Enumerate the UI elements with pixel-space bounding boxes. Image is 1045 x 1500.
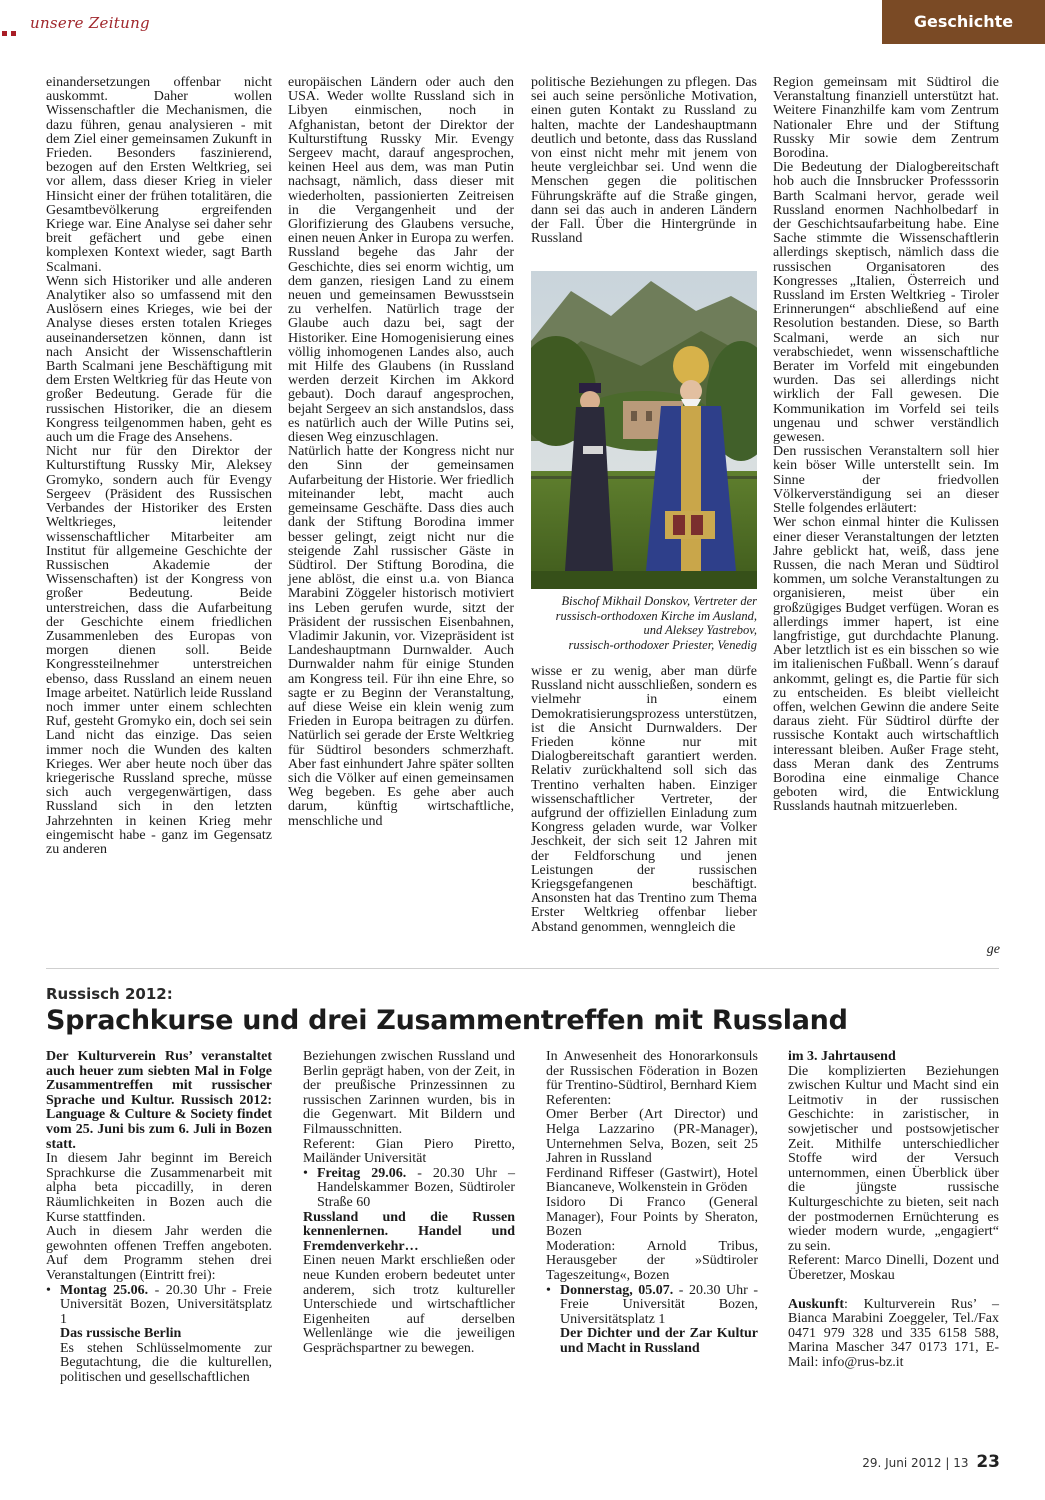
section-divider	[46, 968, 999, 969]
event-description: Einen neuen Markt erschließen oder neue Kunden erobern bedeutet unter anderem, sich trotz kultureller Unterschiede und wirtschaftlicher Eigenheiten auf derselben Wellenlänge wie die jeweiligen Gesprächspartner zu bewegen.	[303, 1253, 515, 1356]
referent: Referent: Gian Piero Piretto, Mailänder Universität	[303, 1136, 515, 1167]
caption-line: Bischof Mikhail Donskov, Vertreter der	[561, 594, 757, 608]
info-column-4	[788, 1050, 999, 1370]
contact-label: Auskunft	[788, 1296, 845, 1312]
caption-line: russisch-orthodoxen Kirche im Ausland,	[555, 608, 757, 623]
paragraph: Den russischen Veranstaltern soll hier kein böser Wille unterstellt sein. Im Sinne der friedvollen Völkerverständigung sei an dieser Stelle folgendes erläutert:	[773, 444, 999, 517]
paragraph: einandersetzungen offenbar nicht auskommt. Daher wollen Wissenschaftler die Mechanismen, die dazu führen, genau analysieren - mit dem Ziel einer gemeinsamen Zukunft in Frieden. Besonders faszinierend, bezogen auf den Ersten Weltkrieg, sei vor allem, dass dieser Krieg in vieler Hinsicht einer der frühen totalitären, die Gesamtbevölkerung ergreifenden Kriege war. Eine Analyse sei daher sehr breit gefächert und gebe einen komplexen Kontext wieder, sagt Barth Scalmani.	[46, 75, 272, 275]
article-column-3-bottom	[531, 665, 757, 935]
referenten-label: Referenten:	[546, 1092, 612, 1108]
photo-two-priests	[531, 271, 757, 589]
event-description: Die komplizierten Beziehungen zwischen Kultur und Macht sind ein Leitmotiv in der russischen Geschichte: in zaristischer, in sowjetischer und postsowjetischer Zeit. Mithilfe unterschiedlicher Stoffe wird der Versuch unternommen, einen Überblick über die jüngste russische Kulturgeschichte zu bieten, seit nach der postmodernen Ernüchterung es wieder modern wurde, „engagiert“ zu sein.	[788, 1063, 999, 1254]
page-number: 23	[976, 1452, 1000, 1472]
paragraph: Wenn sich Historiker und alle anderen Analytiker also so umfassend mit den Auslösern eines Krieges, wie bei der Analyse dieses ersten totalen Krieges auseinandersetzen können, dann ist nach Ansicht der Wissenschaftlerin Barth Scalmani jene Beschäftigung mit dem Ersten Weltkrieg für das Heute von großer Bedeutung. Gerade für die russischen Historiker, die an diesem Kongress teilgenommen haben, geht es auch um die Frage des Ansehens.	[46, 273, 272, 446]
event-description: Es stehen Schlüsselmomente zur Begutachtung, die die kulturellen, politischen und gesellschaftlichen	[60, 1340, 272, 1386]
author-signoff: ge	[986, 942, 1000, 957]
section-kicker: Russisch 2012:	[46, 985, 173, 1003]
paragraph: In Anwesenheit des Honorarkonsuls der Russischen Föderation in Bozen für Trentino-Südtirol, Bernhard Kiem	[546, 1049, 758, 1094]
paragraph: Beziehungen zwischen Russland und Berlin geprägt haben, von der Zeit, in der preußische Prinzessinnen zu russischen Zarinnen wurden, bis in die Gegenwart. Mit Bildern und Filmausschnitten.	[303, 1049, 515, 1137]
photo-caption	[531, 594, 757, 652]
issue-date: 29. Juni 2012 | 13	[862, 1456, 969, 1470]
paragraph: Nicht nur für den Direktor der Kulturstiftung Russky Mir, Aleksey Gromyko, sondern auch für Evengy Sergeev (Präsident des Russischen Verbandes der Historiker des Ersten Weltkrieges, leitender wissenschaftlicher Mitarbeiter am Institut für allgemeine Geschichte der Russischen Akademie der Wissenschaften) ist der Kongress von großer Bedeutung. Beide unterstreichen, dass die Aufarbeitung der Geschichte einem friedlichen Zusammenleben des Europas von morgen dienen soll. Beide Kongressteilnehmer unterstreichen ebenso, dass Russland an einem neuen Image arbeitet. Natürlich leide Russland noch immer unter einem schlechten Ruf, gesteht Gromyko ein, doch sei sein Land nicht das einzige. Das seien immer noch die Wunden des kalten Krieges. Wer aber heute noch über das kriegerische Russland spreche, müsse sich auch vergegenwärtigen, dass Russland sich in den letzten Jahrzehnten in keinen Krieg mehr eingemischt habe - ganz im Gegensatz zu anderen	[46, 444, 272, 857]
info-column-3	[546, 1050, 758, 1356]
event-date: Donnerstag, 05.07.	[560, 1282, 674, 1298]
event-item	[46, 1284, 272, 1328]
event-date: Montag 25.06.	[60, 1282, 149, 1298]
paragraph: Natürlich hatte der Kongress nicht nur den Sinn der gemeinsamen Aufarbeitung der Historie. Wer friedlich miteinander lebt, macht auch gemeinsame Geschäfte. Dass dies auch dank der Stiftung Borodina immer besser gelingt, zeigt nicht nur die steigende Zahl russischer Gäste in Südtirol. Der Stiftung Borodina, die jene ablöst, die einst u.a. von Bianca Marabini Zöggeler historisch motiviert ins Leben gerufen wurde, sitzt der Präsident der russischen Eisenbahnen, Vladimir Jakunin, vor. Vizepräsident ist Landeshauptmann Durnwalder. Auch Durnwalder nahm für einige Stunden am Kongress teil. Für ihn eine Ehre, so sagte er zu Beginn der Veranstaltung, auf diese Weise ein klein wenig zum Frieden in Europa beitragen zu dürfen. Natürlich sei gerade der Erste Weltkrieg für Südtirol besonders schmerzhaft. Aber fast einhundert Jahre später sollten sich die Völker auf einen gemeinsamen Weg begeben. Es gehe aber auch darum, künftig wirtschaftliche, menschliche und	[288, 444, 514, 829]
article-column-3-top	[531, 76, 757, 246]
paragraph: Region gemeinsam mit Südtirol die Veranstaltung finanziell unterstützt hat. Weitere Finanzhilfe kam vom Zentrum Nationaler Ehre und der Stiftung Russky Mir sowie dem Zentrum Borodina.	[773, 75, 999, 162]
referent: Omer Berber (Art Director) und Helga Lazzarino (PR-Manager), Unternehmen Selva, Bozen, seit 25 Jahren in Russland	[546, 1107, 758, 1167]
contact-text: : Kulturverein Rus’ – Bianca Marabini Zoeggeler, Tel./Fax 0471 979 328 und 335 6158 588, Marina Mascher 347 0173 171, E-Mail: info@rus-bz.it	[788, 1296, 999, 1370]
caption-line: russisch-orthodoxer Priester, Venedig	[568, 637, 757, 652]
caption-line: und Aleksey Yastrebov,	[643, 623, 757, 637]
event-item	[303, 1167, 515, 1211]
referent: Ferdinand Riffeser (Gastwirt), Hotel Biancaneve, Wolkenstein in Gröden	[546, 1165, 758, 1196]
event-details: - 20.30 Uhr – Handelskammer Bozen, Südtiroler Straße 60	[317, 1165, 516, 1210]
article-column-2	[288, 76, 514, 829]
lead-paragraph: Der Kulturverein Rus’ veranstaltet auch heuer zum siebten Mal in Folge Zusammentreffen mit russischer Sprache und Kultur. Russisch 2012: Language & Culture & Society findet vom 25. Juni bis zum 6. Juli in Bozen statt.	[46, 1049, 272, 1152]
event-details: - 20.30 Uhr - Freie Universität Bozen, Universitätsplatz 1	[560, 1282, 758, 1327]
contact-info	[788, 1298, 999, 1371]
paragraph: Die Bedeutung der Dialogbereitschaft hob auch die Innsbrucker Professsorin Barth Scalmani hervor, gerade weil Russland enormen Nachholbedarf in der Geschichtsaufarbeitung habe. Eine Sache stimmte die Wissenschaftlerin allerdings skeptisch, nämlich dass die russischen Organisatoren des Kongresses „Italien, Österreich und Russland im Ersten Weltkrieg - Tiroler Erinnerungen“ abschließend auf eine Resolution bestanden. Diese, so Barth Scalmani, werde an sich nur verabschiedet, wenn wissenschaftliche Berater im Vorfeld mit eingebunden wurden. Das sei allerdings nicht wirklich der Fall gewesen. Die Kommunikation im Vorfeld sei teils ungenau und schwer verständlich gewesen.	[773, 160, 999, 446]
moderation: Moderation: Arnold Tribus, Herausgeber der »Südtiroler Tageszeitung«, Bozen	[546, 1238, 758, 1283]
paragraph: Auch in diesem Jahr werden die gewohnten offenen Treffen angeboten. Auf dem Programm stehen drei Veranstaltungen (Eintritt frei):	[46, 1224, 272, 1283]
page-footer	[862, 1452, 1000, 1472]
section-headline: Sprachkurse und drei Zusammentreffen mit Russland	[46, 1005, 848, 1036]
article-column-4	[773, 76, 999, 815]
header-ornament	[2, 23, 20, 41]
bullet-icon: •	[46, 1282, 51, 1298]
paragraph: Wer schon einmal hinter die Kulissen einer dieser Veranstaltungen der letzten Jahre geblickt hat, weiß, dass jene Russen, die nach Meran und Südtirol kommen, um solche Veranstaltungen zu organisieren, meist über ein großzügiges Budget verfügen. Woran es allerdings immer hapert, ist eine langfristige, gut durchdachte Planung. Aber letztlich ist es ein bisschen so wie im italienischen Fußball. Wenn´s darauf ankommt, gelingt es, die Partie für sich zu entscheiden. Es bleibt vielleicht offen, welchen Gewinn die andere Seite daraus zieht. Für Südtirol dürfte der russische Kontakt auch wirtschaftlich interessant bleiben. Außer Frage steht, dass Meran dank des Zentrums Borodina eine einmalige Chance geboten wird, die Entwicklung Russlands hautnah mitzuerleben.	[773, 515, 999, 815]
paragraph: wisse er zu wenig, aber man dürfe Russland nicht ausschließen, sondern es vielmehr in einem Demokratisierungsprozess unterstützen, ist die Ansicht Durnwalders. Der Frieden könne nur mit Dialogbereitschaft garantiert werden. Relativ zurückhaltend soll sich das Trentino verhalten haben. Einziger wissenschaftlicher Vertreter, der aufgrund der offiziellen Einladung zum Kongress geladen wurde, war Volker Jeschkeit, der sich seit 12 Jahren mit der Feldforschung und jenen Leistungen der russischen Kriegsgefangenen beschäftigt. Ansonsten hat das Trentino zum Thema Erster Weltkrieg offenbar lieber Abstand genommen, wenngleich die	[531, 664, 757, 935]
info-column-2	[303, 1050, 515, 1356]
article-photo	[531, 271, 757, 589]
event-title: Russland und die Russen kennenlernen. Handel und Fremdenverkehr…	[303, 1209, 515, 1254]
event-item	[546, 1284, 758, 1328]
publication-logo: unsere Zeitung	[30, 14, 150, 32]
event-title: Das russische Berlin	[60, 1326, 182, 1342]
info-column-1	[46, 1050, 272, 1386]
event-title: Der Dichter und der Zar Kultur und Macht in Russland	[560, 1326, 758, 1356]
referent: Referent: Marco Dinelli, Dozent und Überetzer, Moskau	[788, 1253, 999, 1283]
event-details: - 20.30 Uhr - Freie Universität Bozen, Universitätsplatz 1	[60, 1282, 272, 1327]
referent: Isidoro Di Franco (General Manager), Four Points by Sheraton, Bozen	[546, 1194, 758, 1240]
paragraph: In diesem Jahr beginnt im Bereich Sprachkurse die Zusammenarbeit mit alpha beta piccadilly, in deren Räumlichkeiten in Bozen auch die Kurse stattfinden.	[46, 1151, 272, 1225]
article-column-1	[46, 76, 272, 857]
event-title-continued: im 3. Jahrtausend	[788, 1049, 896, 1064]
paragraph: europäischen Ländern oder auch den USA. Weder wollte Russland sich in Libyen einmischen, noch in Afghanistan, betont der Direktor der Kulturstiftung Russky Mir. Evengy Sergeev macht, darauf angesprochen, keinen Heel aus dem, was man Putin nachsagt, nämlich, dass dieser mit wiederholten, passionierten Zeitreisen in die Vergangenheit und der Glorifizierung des Glaubens versuche, einen neuen Anker in Europa zu werfen. Russland begehe das Jahr der Geschichte, dies sei enorm wichtig, um dem ganzen, riesigen Land zu einem neuen und gemeinsamen Bewusstsein zu verhelfen. Natürlich trage der Glaube auch dazu bei, sagt der Historiker. Eine Homogenisierung eines völlig inhomogenen Landes also, auch mit Hilfe des Glaubens (in Russland werden derzeit Kirchen im Akkord gebaut). Doch darauf angesprochen, bejaht Sergeev an sich anstandslos, dass es natürlich auch der Wille Putins sei, diesen Weg einzuschlagen.	[288, 75, 514, 446]
paragraph: politische Beziehungen zu pflegen. Das sei auch seine persönliche Motivation, einen guten Kontakt zu Russland zu halten, machte der Landeshauptmann deutlich und betonte, dass das Russland von einst nicht mehr mit jenem von heute vergleichbar sei. Und wenn die Menschen gegen die politischen Führungskräfte auf die Straße gingen, dann sei das auch in anderen Ländern der Fall. Über die Hintergründe in Russland	[531, 75, 757, 247]
bullet-icon: •	[546, 1282, 551, 1298]
section-tab[interactable]: Geschichte	[882, 0, 1045, 44]
bullet-icon: •	[303, 1165, 308, 1181]
event-date: Freitag 29.06.	[317, 1165, 407, 1181]
